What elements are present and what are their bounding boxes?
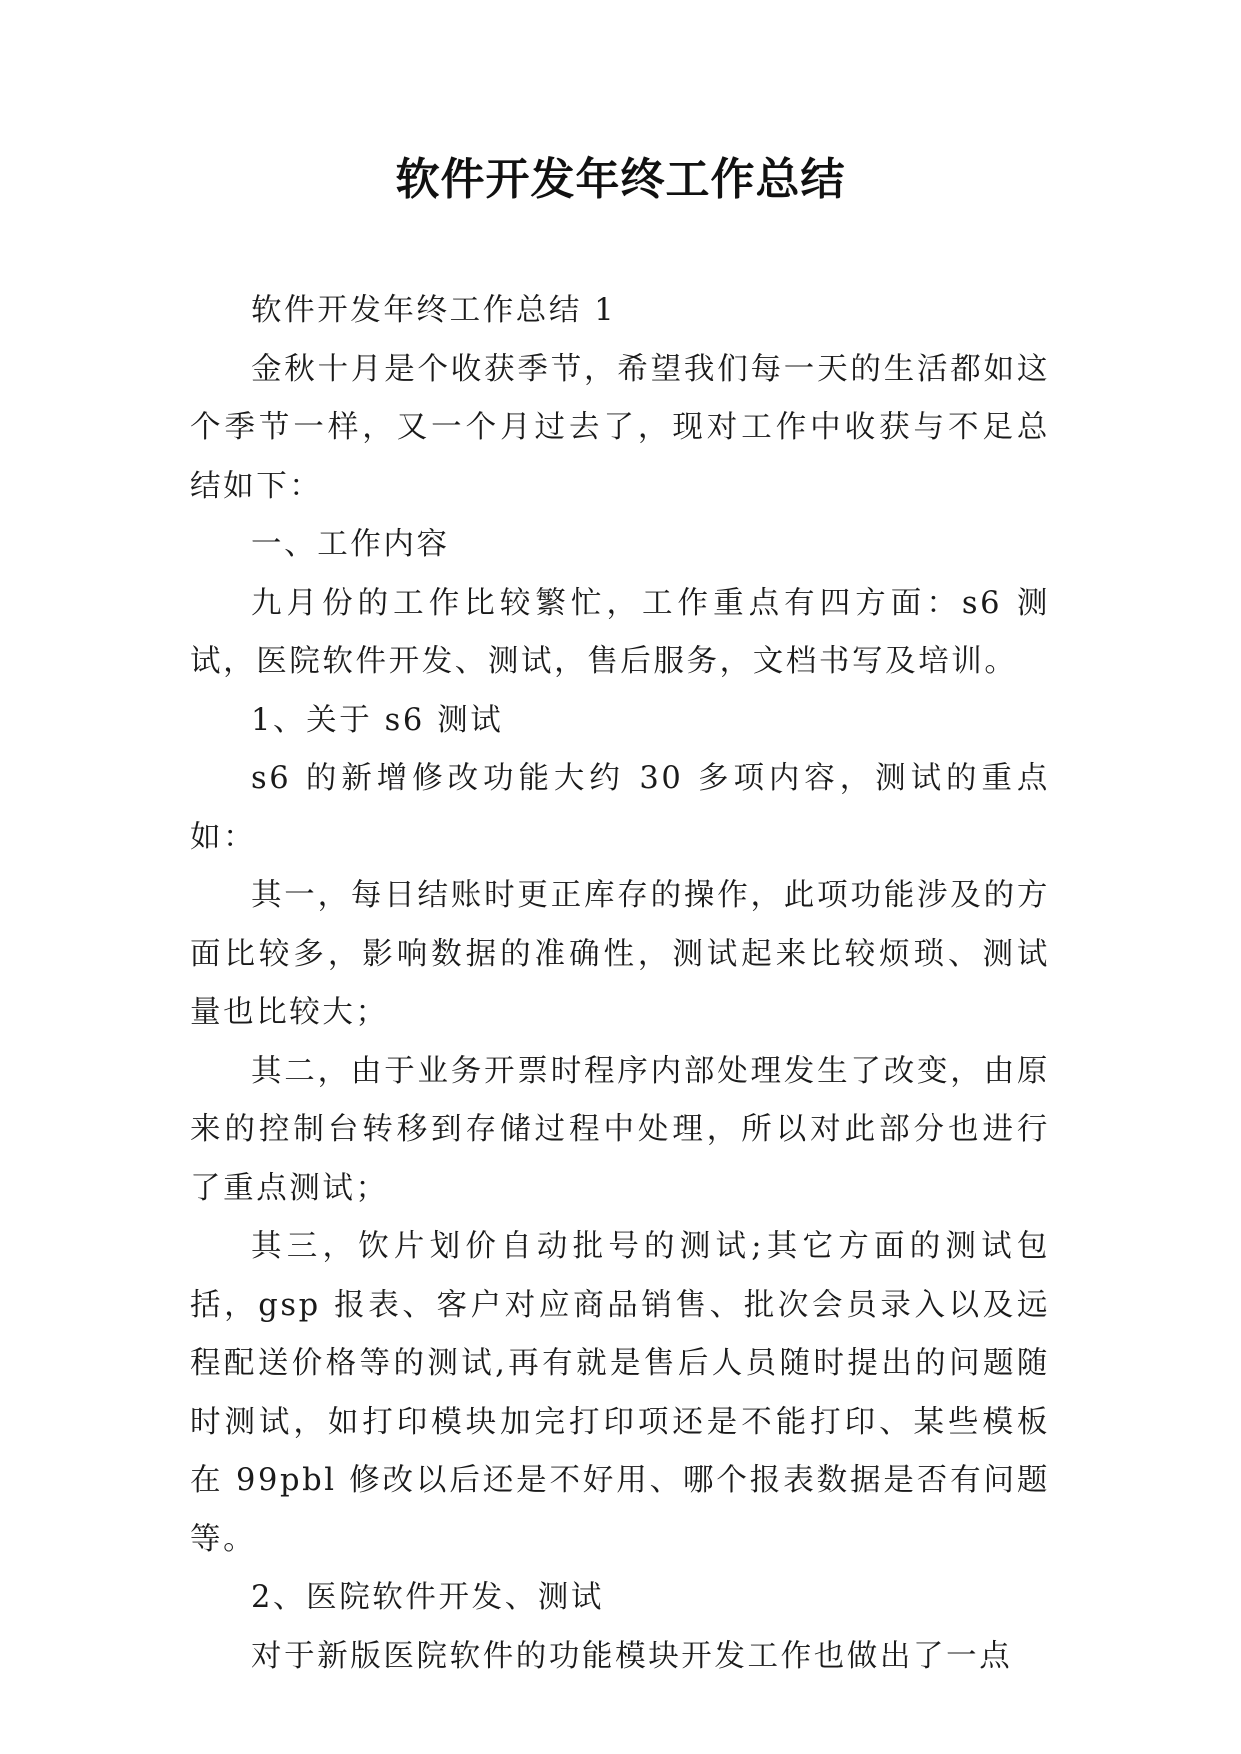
paragraph-september-work: 九月份的工作比较繁忙，工作重点有四方面：s6 测试，医院软件开发、测试，售后服务，文档书写及培训。 (190, 585, 1050, 679)
paragraph-hospital-software: 对于新版医院软件的功能模块开发工作也做出了一点 (251, 1638, 1013, 1674)
paragraph-point-two: 其二，由于业务开票时程序内部处理发生了改变，由原来的控制台转移到存储过程中处理，所以对此部分也进行了重点测试； (190, 1053, 1050, 1206)
document-title: 软件开发年终工作总结 (395, 154, 846, 205)
subsection-heading-hospital-software: 2、医院软件开发、测试 (251, 1580, 605, 1615)
paragraph-s6-features: s6 的新增修改功能大约 30 多项内容，测试的重点如： (190, 761, 1050, 855)
document-body (190, 282, 1050, 1686)
paragraph-intro: 金秋十月是个收获季节，希望我们每一天的生活都如这个季节一样，又一个月过去了，现对工作中收获与不足总结如下： (190, 351, 1050, 504)
paragraph-point-three: 其三，饮片划价自动批号的测试;其它方面的测试包括，gsp 报表、客户对应商品销售、批次会员录入以及远程配送价格等的测试,再有就是售后人员随时提出的问题随时测试，如打印模块加完打印项还是不能打印、某些模板在 99pbl 修改以后还是不好用、哪个报表数据是否有问题等。 (190, 1229, 1050, 1557)
paragraph-point-one: 其一，每日结账时更正库存的操作，此项功能涉及的方面比较多，影响数据的准确性，测试起来比较烦琐、测试量也比较大； (190, 878, 1050, 1030)
subsection-heading-s6-test: 1、关于 s6 测试 (251, 702, 504, 738)
section-heading-work-content: 一、工作内容 (251, 527, 450, 562)
paragraph-subtitle: 软件开发年终工作总结 1 (251, 293, 617, 328)
